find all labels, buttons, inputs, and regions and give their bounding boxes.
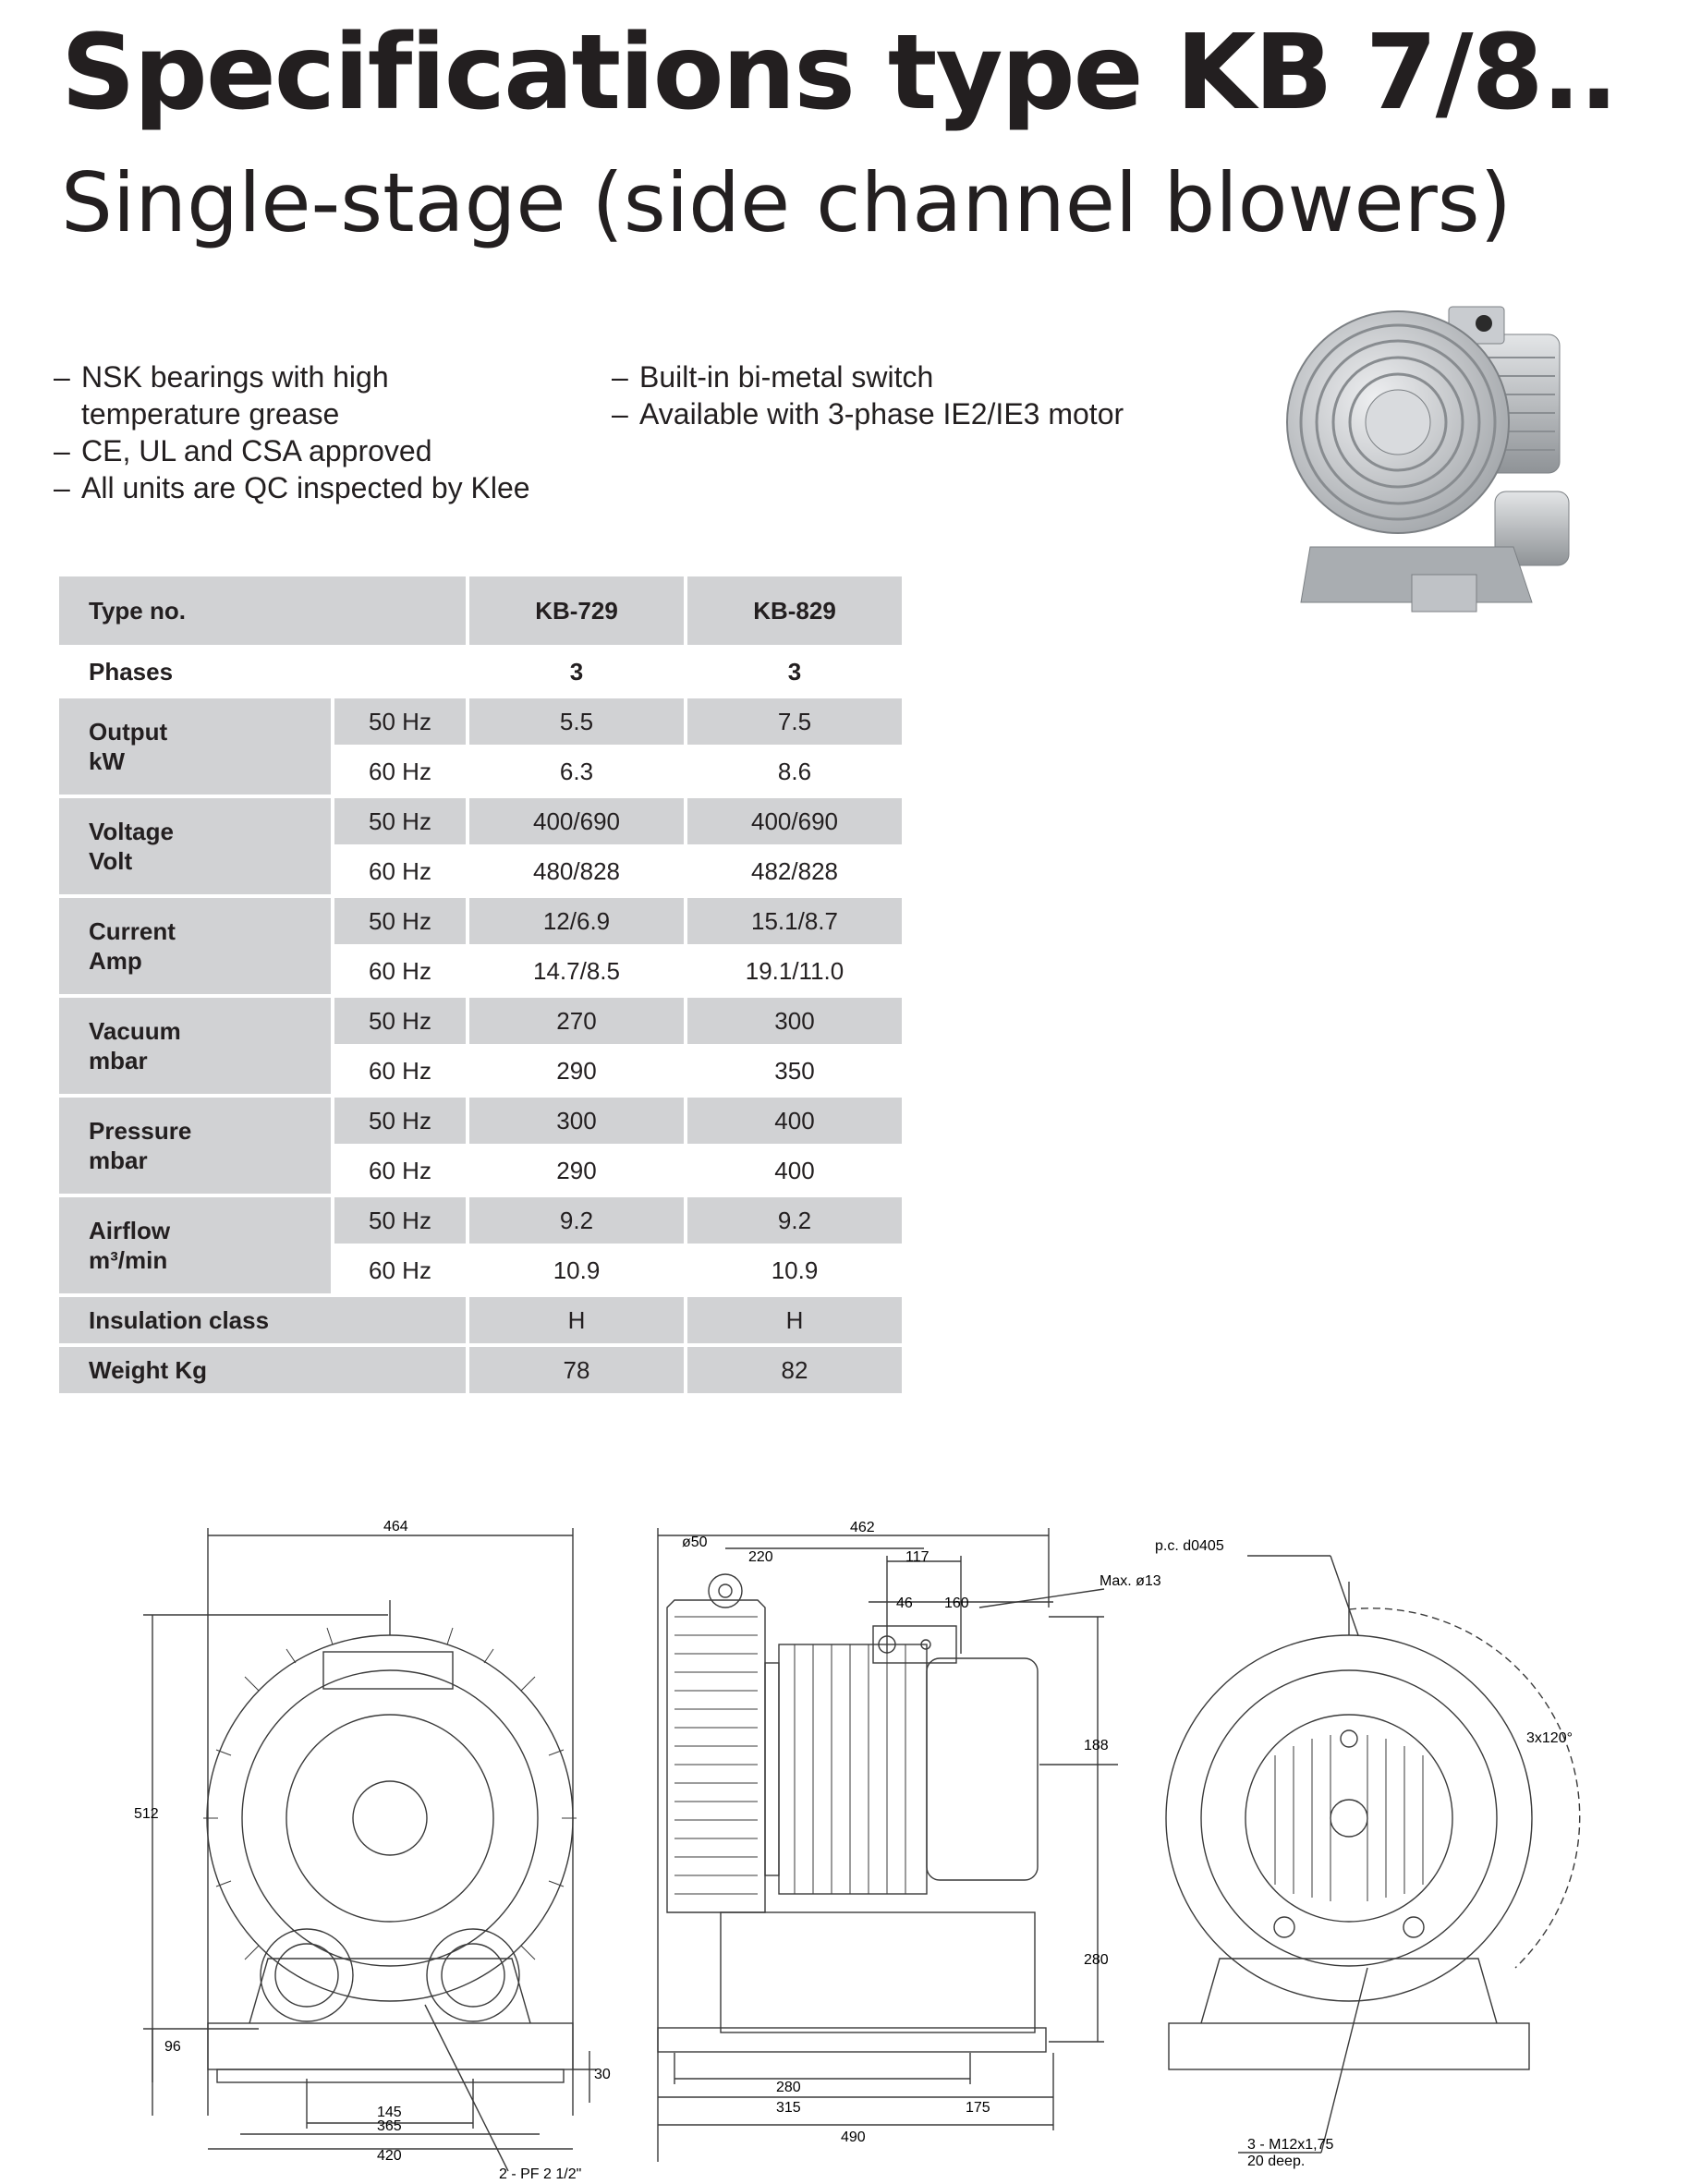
- table-cell: 400/690: [469, 798, 684, 844]
- side-view-drawing: [658, 1528, 1118, 2162]
- table-row: [59, 1197, 902, 1244]
- dim-label: 365: [377, 2118, 402, 2134]
- rear-view-drawing: [1166, 1556, 1580, 2153]
- dim-label: 490: [841, 2129, 866, 2145]
- feature-item: – All units are QC inspected by Klee: [54, 469, 530, 506]
- table-cell: 300: [469, 1098, 684, 1144]
- dim-label: ø50: [682, 1535, 708, 1550]
- feature-list-left: [54, 358, 530, 506]
- table-cell: 3: [787, 657, 802, 686]
- table-row: [59, 698, 902, 745]
- table-row: [59, 898, 902, 944]
- vacuum-label: Vacuum mbar: [59, 998, 331, 1094]
- table-cell: 12/6.9: [469, 898, 684, 944]
- dim-label: 46: [896, 1596, 913, 1611]
- table-cell: 82: [687, 1347, 902, 1393]
- feature-item: – CE, UL and CSA approved: [54, 432, 530, 469]
- frequency-cell: 50 Hz: [334, 1098, 466, 1144]
- dim-label: 512: [134, 1806, 159, 1822]
- table-cell: 15.1/8.7: [687, 898, 902, 944]
- insulation-label: Insulation class: [59, 1297, 466, 1343]
- dim-label: 117: [905, 1549, 929, 1565]
- dim-label: 2 - PF 2 1/2": [499, 2166, 582, 2182]
- frequency-cell: 50 Hz: [334, 798, 466, 844]
- weight-label: Weight Kg: [59, 1347, 466, 1393]
- table-cell: 400: [687, 1098, 902, 1144]
- dim-label: 160: [944, 1596, 969, 1611]
- table-cell: 300: [687, 998, 902, 1044]
- table-cell: 3: [569, 657, 584, 686]
- specification-table: [55, 573, 905, 1397]
- page-subtitle: Single-stage (side channel blowers): [61, 155, 1512, 250]
- frequency-cell: 50 Hz: [334, 998, 466, 1044]
- table-cell: H: [687, 1297, 902, 1343]
- dim-label: 175: [966, 2100, 990, 2116]
- dim-label: 464: [383, 1519, 408, 1535]
- frequency-cell: 50 Hz: [334, 1197, 466, 1244]
- table-cell: 5.5: [469, 698, 684, 745]
- dim-label: 220: [748, 1549, 773, 1565]
- model-header: KB-729: [469, 576, 684, 645]
- dim-label: 188: [1084, 1738, 1109, 1753]
- voltage-label: Voltage Volt: [59, 798, 331, 894]
- frequency-cell: 60 Hz: [369, 956, 431, 985]
- table-cell: 7.5: [687, 698, 902, 745]
- type-no-label: Type no.: [59, 576, 466, 645]
- dim-label: 280: [776, 2080, 801, 2095]
- table-cell: 19.1/11.0: [745, 956, 844, 985]
- model-header: KB-829: [687, 576, 902, 645]
- table-cell: 78: [469, 1347, 684, 1393]
- table-cell: 400/690: [687, 798, 902, 844]
- page-title: Specifications type KB 7/8..: [61, 13, 1617, 133]
- table-cell: 480/828: [533, 856, 620, 885]
- feature-item: – Built-in bi-metal switch: [612, 358, 1124, 395]
- dim-label: 96: [164, 2039, 181, 2055]
- table-row: [59, 1098, 902, 1144]
- output-label: Output kW: [59, 698, 331, 795]
- phases-label: Phases: [89, 658, 174, 686]
- table-cell: 9.2: [687, 1197, 902, 1244]
- frequency-cell: 60 Hz: [369, 1156, 431, 1184]
- dim-label: 3x120°: [1526, 1730, 1573, 1746]
- table-cell: 270: [469, 998, 684, 1044]
- front-view-drawing: [143, 1528, 596, 2171]
- table-cell: 9.2: [469, 1197, 684, 1244]
- feature-item: – Available with 3-phase IE2/IE3 motor: [612, 395, 1124, 432]
- table-cell: 6.3: [559, 757, 594, 785]
- table-cell: 10.9: [771, 1256, 819, 1284]
- dim-label: 20 deep.: [1247, 2154, 1306, 2169]
- dim-label: 315: [776, 2100, 801, 2116]
- frequency-cell: 60 Hz: [369, 1056, 431, 1085]
- dim-label: p.c. d0405: [1155, 1538, 1224, 1554]
- pressure-label: Pressure mbar: [59, 1098, 331, 1194]
- dimension-drawings: [129, 1519, 1608, 2182]
- table-row: [59, 998, 902, 1044]
- dim-label: 420: [377, 2148, 402, 2164]
- table-row: [59, 1347, 902, 1393]
- airflow-label: Airflow m³/min: [59, 1197, 331, 1293]
- frequency-cell: 50 Hz: [334, 898, 466, 944]
- table-cell: 8.6: [777, 757, 812, 785]
- table-row: [59, 576, 902, 645]
- table-row: [59, 1297, 902, 1343]
- table-row: [59, 798, 902, 844]
- frequency-cell: 60 Hz: [369, 1256, 431, 1284]
- table-cell: 14.7/8.5: [533, 956, 620, 985]
- dim-label: Max. ø13: [1100, 1573, 1161, 1589]
- table-cell: 482/828: [751, 856, 838, 885]
- feature-item-continuation: temperature grease: [81, 397, 340, 431]
- table-cell: 290: [556, 1156, 597, 1184]
- frequency-cell: 60 Hz: [369, 856, 431, 885]
- frequency-cell: 50 Hz: [334, 698, 466, 745]
- feature-item: – NSK bearings with high: [54, 358, 530, 395]
- dim-label: 280: [1084, 1952, 1109, 1968]
- blower-product-photo: [1282, 270, 1597, 639]
- feature-list-right: [612, 358, 1124, 432]
- table-cell: H: [469, 1297, 684, 1343]
- table-cell: 400: [774, 1156, 815, 1184]
- dim-label: 30: [594, 2067, 611, 2082]
- table-cell: 10.9: [553, 1256, 601, 1284]
- dim-label: 145: [377, 2105, 402, 2120]
- current-label: Current Amp: [59, 898, 331, 994]
- dim-label: 3 - M12x1,75: [1247, 2137, 1334, 2153]
- frequency-cell: 60 Hz: [369, 757, 431, 785]
- dim-label: 462: [850, 1520, 875, 1535]
- table-cell: 350: [774, 1056, 815, 1085]
- table-cell: 290: [556, 1056, 597, 1085]
- table-row: [59, 649, 902, 695]
